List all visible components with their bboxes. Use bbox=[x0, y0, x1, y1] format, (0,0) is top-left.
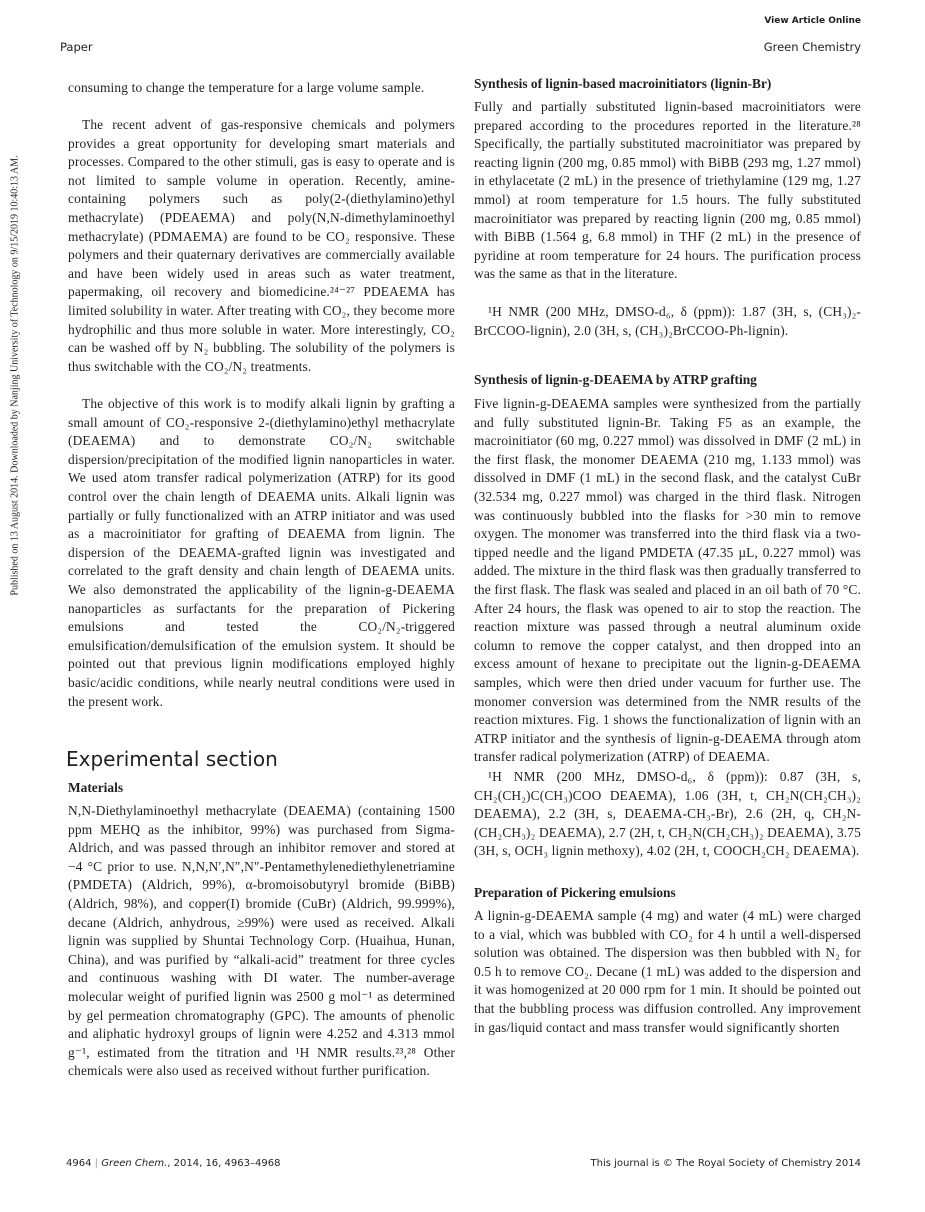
paragraph: The objective of this work is to modify alkali lignin by grafting a small amount of CO₂-responsive 2-(diethylamino)ethyl methacrylate (DEAEMA) and to demonstrate CO₂/N₂ switchable dispersion/precipitation of the modified lignin nanoparticles in water. We used atom transfer radical polymerization (ATRP) for its good control over the chain length of DEAEMA units. Alkali lignin was partially or fully functionalized with an ATRP initiator and was used as a macroinitiator for grafting of DEAEMA from lignin. The dispersion of the DEAEMA-grafted lignin was investigated and correlated to the graft density and chain length of DEAEMA units. We also demonstrated the applicability of the lignin-g-DEAEMA nanoparticles as surfactants for the preparation of Pickering emulsions and tested the CO₂/N₂-triggered emulsification/demulsification of the emulsion system. It should be pointed out that previous lignin modifications employed highly basic/acidic conditions, while nearly neutral conditions were used in the present work. bbox=[68, 396, 455, 709]
footer-citation bbox=[66, 1158, 280, 1169]
copyright: This journal is © The Royal Society of Chemistry 2014 bbox=[590, 1158, 861, 1169]
journal-abbrev: Green Chem. bbox=[101, 1158, 168, 1169]
separator: | bbox=[94, 1158, 99, 1169]
journal-name: Green Chemistry bbox=[763, 40, 861, 54]
paragraph: A lignin-g-DEAEMA sample (4 mg) and water (4 mL) were charged to a vial, which was bubbled with CO₂ for 4 h until a well-dispersed solution was obtained. The dispersion was then bubbled with N₂ for 0.5 h to remove CO₂. Decane (1 mL) was added to the dispersion and it was homogenized at 20 000 rpm for 1 min. It should be pointed out that the bubbling process was diffusion controlled. Any improvement in gas/liquid contact and mass transfer would significantly shorten bbox=[474, 908, 861, 1035]
paragraph: N,N-Diethylaminoethyl methacrylate (DEAEMA) (containing 1500 ppm MEHQ as the inhibitor, 99%) was purchased from Sigma-Aldrich, and was passed through an inhibitor remover and stored at −4 °C prior to use. N,N,N′,N″,N″-Pentamethylenediethylenetriamine (PMDETA) (Aldrich, 99%), α-bromoisobutyryl bromide (BiBB) (Aldrich, 98%), and copper(I) bromide (CuBr) (Aldrich, 99.999%), decane (Aldrich, anhydrous, ≥99%) were used as received. Alkali lignin was supplied by Shuntai Technology Corp. (Huaihua, Hunan, China), and was purified by “alkali-acid” treatment for three cycles and continuous washing with DI water. The number-average molecular weight of purified lignin was 2500 g mol⁻¹ as determined by gel permeation chromatography (GPC). The amounts of phenolic and aliphatic hydroxyl groups of lignin were 4.252 and 4.313 mmol g⁻¹, estimated from the titration and ¹H NMR results.²³,²⁸ Other chemicals were also used as received without further purification. bbox=[68, 803, 455, 1079]
citation-details: , 2014, 16, 4963–4968 bbox=[167, 1158, 281, 1169]
subsection-heading: Materials bbox=[68, 780, 124, 795]
publication-note: Published on 13 August 2014. Downloaded by Nanjing University of Technology on 9/15/2019 10:40:13 AM. bbox=[9, 155, 21, 596]
nmr-data: ¹H NMR (200 MHz, DMSO-d₆, δ (ppm)): 1.87 (3H, s, (CH₃)₂-BrCCOO-lignin), 2.0 (3H, s, (CH₃)₂BrCCOO-Ph-lignin). bbox=[474, 304, 861, 338]
paragraph: Fully and partially substituted lignin-based macroinitiators were prepared according to the procedures reported in the literature.²⁸ Specifically, the partially substituted macroinitiator was prepared by reacting lignin (200 mg, 0.85 mmol) with BiBB (293 mg, 1.27 mmol) in ethylacetate (2 mL) in the presence of triethylamine (129 mg, 1.27 mmol) at room temperature for 1.5 hours. The fully substituted macroinitiator was prepared by reacting lignin (200 mg, 0.85 mmol) with BiBB (1.564 g, 6.8 mmol) in THF (2 mL) in the presence of pyridine at room temperature for 24 hours. The purification process was the same as that in the literature. bbox=[474, 99, 861, 282]
page-number: 4964 bbox=[66, 1158, 92, 1169]
subsection-heading: Synthesis of lignin-based macroinitiators (lignin-Br) bbox=[474, 76, 772, 91]
subsection-heading: Preparation of Pickering emulsions bbox=[474, 885, 676, 900]
section-heading: Experimental section bbox=[66, 747, 278, 771]
paragraph: The recent advent of gas-responsive chemicals and polymers provides a great opportunity for developing smart materials and processes. Compared to the other stimuli, gas is easy to operate and is not limited to sample volume in operation. Recently, amine-containing polymers such as poly(2-(diethylamino)ethyl methacrylate) (PDEAEMA) and poly(N,N-dimethylaminoethyl methacrylate) (PDMAEMA) are found to be CO₂ responsive. These polymers and their quaternary derivatives are commercially available and have been widely used in areas such as water treatment, papermaking, oil recovery and biomedicine.²⁴⁻²⁷ PDEAEMA has limited solubility in water. After treating with CO₂, they become more hydrophilic and thus more soluble in water. More interestingly, CO₂ can be washed off by N₂ bubbling. The solubility of the polymers is thus switchable with the CO₂/N₂ treatments. bbox=[68, 117, 455, 374]
paragraph: consuming to change the temperature for a large volume sample. bbox=[68, 80, 425, 95]
paragraph: Five lignin-g-DEAEMA samples were synthesized from the partially and fully substituted lignin-Br. Taking F5 as an example, the macroinitiator (60 mg, 0.227 mmol) was dissolved in DMF (2 mL) in the first flask, the monomer DEAEMA (210 mg, 1.133 mmol) was dissolved in DMF (1 mL) in the second flask, and the catalyst CuBr (32.534 mg, 0.227 mmol) was charged in the third flask. Nitrogen was continuously bubbled into the flasks for >30 min to remove oxygen. The monomer was transferred into the third flask via a two-tipped needle and the ligand PMDETA (47.35 µL, 0.227 mmol) was added. The mixture in the third flask was then gradually transferred to the first flask. The flask was sealed and placed in an oil bath of 70 °C. After 24 hours, the flask was opened to air to stop the reaction. The reaction mixture was passed through a neutral aluminum oxide column to remove the copper catalyst, and then dropped into an excess amount of hexane to precipitate out the lignin-g-DEAEMA samples, which were then dried under vacuum for further use. The monomer conversion was determined from the NMR results of the reaction mixtures. Fig. 1 shows the functionalization of lignin with an ATRP initiator and the synthesis of lignin-g-DEAEMA through atom transfer radical polymerization (ATRP) of DEAEMA. bbox=[474, 396, 861, 765]
nmr-data: ¹H NMR (200 MHz, DMSO-d₆, δ (ppm)): 0.87 (3H, s, CH₂(CH₂)C(CH₃)COO DEAEMA), 1.06 (3H, t, CH₂N(CH₂CH₃)₂ DEAEMA), 2.2 (3H, s, DEAEMA-CH₃-Br), 2.6 (2H, q, CH₂N-(CH₂CH₃)₂ DEAEMA), 2.7 (2H, t, CH₂N(CH₂CH₃)₂ DEAEMA), 3.75 (3H, s, OCH₃ lignin methoxy), 4.02 (2H, t, COOCH₂CH₂ DEAEMA). bbox=[474, 769, 861, 859]
view-article-online-link[interactable]: View Article Online bbox=[764, 16, 861, 26]
section-label: Paper bbox=[60, 40, 93, 54]
subsection-heading: Synthesis of lignin-g-DEAEMA by ATRP grafting bbox=[474, 372, 757, 387]
